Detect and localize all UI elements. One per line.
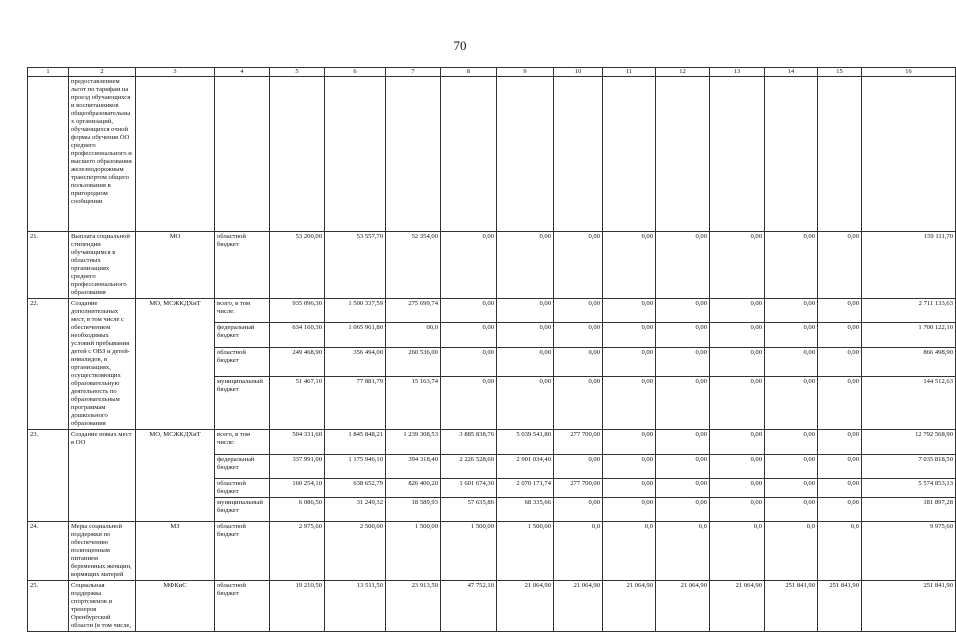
amount-cell: 1 500,00	[497, 522, 554, 581]
executor-cell: МО	[136, 232, 215, 299]
amount-cell: 0,00	[441, 299, 497, 323]
amount-cell: 6 086,50	[270, 498, 325, 522]
executor-cell: МЗ	[136, 522, 215, 581]
amount-cell: 18 589,93	[386, 498, 441, 522]
table-row	[28, 77, 956, 232]
empty-cell	[656, 77, 710, 232]
amount-cell: 275 699,74	[386, 299, 441, 323]
amount-cell: 2 070 171,74	[497, 479, 554, 498]
amount-cell: 0,00	[497, 348, 554, 376]
amount-cell: 0,00	[710, 479, 765, 498]
amount-cell: 0,00	[497, 323, 554, 348]
funding-source-cell: областной бюджет	[215, 522, 270, 581]
amount-cell: 0,00	[656, 348, 710, 376]
amount-cell: 12 792 568,90	[862, 430, 956, 455]
amount-cell: 2 226 528,60	[441, 455, 497, 479]
amount-cell: 1 845 848,21	[325, 430, 386, 455]
amount-cell: 0,00	[710, 232, 765, 299]
amount-cell: 504 331,60	[270, 430, 325, 455]
amount-cell: 1 065 961,80	[325, 323, 386, 348]
amount-cell: 0,00	[818, 430, 862, 455]
funding-source-cell: федеральный бюджет	[215, 455, 270, 479]
amount-cell: 0,00	[818, 498, 862, 522]
funding-source-cell: всего, в том числе:	[215, 430, 270, 455]
column-number-cell: 3	[136, 68, 215, 77]
column-number-cell: 10	[554, 68, 603, 77]
measure-description-cell: Создание новых мест в ОО	[69, 430, 136, 522]
amount-cell: 13 511,50	[325, 581, 386, 632]
amount-cell: 52 354,00	[386, 232, 441, 299]
amount-cell: 0,00	[603, 348, 656, 376]
amount-cell: 53 557,70	[325, 232, 386, 299]
amount-cell: 0,00	[710, 376, 765, 429]
amount-cell: 0,00	[603, 455, 656, 479]
amount-cell: 0,00	[603, 299, 656, 323]
amount-cell: 0,00	[603, 430, 656, 455]
amount-cell: 0,00	[818, 479, 862, 498]
table-row	[28, 581, 956, 632]
amount-cell: 249 468,90	[270, 348, 325, 376]
amount-cell: 0,00	[603, 479, 656, 498]
amount-cell: 9 975,60	[862, 522, 956, 581]
empty-cell	[215, 77, 270, 232]
amount-cell: 935 096,30	[270, 299, 325, 323]
amount-cell: 0,00	[765, 479, 818, 498]
amount-cell: 394 318,40	[386, 455, 441, 479]
column-number-cell: 14	[765, 68, 818, 77]
column-number-cell: 16	[862, 68, 956, 77]
table-row	[28, 232, 956, 299]
amount-cell: 0,00	[441, 323, 497, 348]
amount-cell: 0,00	[441, 376, 497, 429]
amount-cell: 0,00	[554, 299, 603, 323]
amount-cell: 160 254,10	[270, 479, 325, 498]
amount-cell: 68 335,66	[497, 498, 554, 522]
amount-cell: 0,00	[765, 323, 818, 348]
amount-cell: 1 239 308,53	[386, 430, 441, 455]
empty-cell	[270, 77, 325, 232]
amount-cell: 866 498,90	[862, 348, 956, 376]
amount-cell: 0,00	[656, 232, 710, 299]
amount-cell: 0,00	[554, 376, 603, 429]
amount-cell: 0,0	[603, 522, 656, 581]
amount-cell: 3 885 838,76	[441, 430, 497, 455]
amount-cell: 5 039 541,80	[497, 430, 554, 455]
funding-source-cell: федеральный бюджет	[215, 323, 270, 348]
amount-cell: 277 700,00	[554, 479, 603, 498]
amount-cell: 0,00	[554, 348, 603, 376]
amount-cell: 826 400,20	[386, 479, 441, 498]
empty-cell	[325, 77, 386, 232]
amount-cell: 51 467,10	[270, 376, 325, 429]
amount-cell: 23 913,50	[386, 581, 441, 632]
amount-cell: 0,00	[656, 498, 710, 522]
amount-cell: 2 711 133,63	[862, 299, 956, 323]
funding-source-cell: муниципальный бюджет	[215, 498, 270, 522]
empty-cell	[818, 77, 862, 232]
amount-cell: 0,0	[765, 522, 818, 581]
amount-cell: 0,00	[656, 430, 710, 455]
amount-cell: 00,0	[386, 323, 441, 348]
amount-cell: 277 700,00	[554, 430, 603, 455]
table-row	[28, 299, 956, 323]
amount-cell: 21 064,90	[656, 581, 710, 632]
amount-cell: 0,0	[710, 522, 765, 581]
amount-cell: 0,00	[818, 323, 862, 348]
table-row	[28, 430, 956, 455]
amount-cell: 0,00	[765, 455, 818, 479]
amount-cell: 0,0	[554, 522, 603, 581]
amount-cell: 21 064,90	[497, 581, 554, 632]
budget-table	[27, 67, 956, 632]
executor-cell: МО, МСЖКДХиТ	[136, 299, 215, 430]
amount-cell: 0,00	[656, 479, 710, 498]
amount-cell: 0,00	[818, 232, 862, 299]
column-number-cell: 4	[215, 68, 270, 77]
column-number-cell: 8	[441, 68, 497, 77]
amount-cell: 1 500,00	[386, 522, 441, 581]
amount-cell: 638 652,79	[325, 479, 386, 498]
empty-cell	[136, 77, 215, 232]
amount-cell: 634 160,30	[270, 323, 325, 348]
funding-source-cell: областной бюджет	[215, 348, 270, 376]
amount-cell: 0,00	[710, 323, 765, 348]
amount-cell: 0,00	[710, 348, 765, 376]
empty-cell	[497, 77, 554, 232]
column-number-cell: 11	[603, 68, 656, 77]
column-number-cell: 13	[710, 68, 765, 77]
measure-description-cell: предоставлением льгот по тарифам на проезд обучающихся и воспитанников общеобразовательных организаций, обучающихся очной формы обучения ОО среднего профессионального и высшего образования железнодорожным транспортом общего пользования в пригородном сообщении	[69, 77, 136, 232]
amount-cell: 0,00	[603, 232, 656, 299]
amount-cell: 21 064,90	[603, 581, 656, 632]
amount-cell: 0,00	[441, 232, 497, 299]
amount-cell: 0,00	[554, 323, 603, 348]
row-number-cell: 24.	[28, 522, 69, 581]
amount-cell: 337 991,00	[270, 455, 325, 479]
amount-cell: 0,00	[710, 455, 765, 479]
column-number-cell: 1	[28, 68, 69, 77]
amount-cell: 0,00	[818, 455, 862, 479]
amount-cell: 0,00	[656, 323, 710, 348]
amount-cell: 144 512,63	[862, 376, 956, 429]
amount-cell: 0,00	[656, 455, 710, 479]
amount-cell: 0,00	[818, 376, 862, 429]
amount-cell: 0,00	[554, 232, 603, 299]
column-number-cell: 7	[386, 68, 441, 77]
empty-cell	[765, 77, 818, 232]
page-number: 70	[453, 38, 467, 53]
column-number-row	[28, 68, 956, 77]
amount-cell: 2 500,00	[325, 522, 386, 581]
amount-cell: 47 752,10	[441, 581, 497, 632]
empty-cell	[441, 77, 497, 232]
funding-source-cell: областной бюджет	[215, 232, 270, 299]
amount-cell: 159 111,70	[862, 232, 956, 299]
amount-cell: 0,00	[656, 299, 710, 323]
measure-description-cell: Социальная поддержка спортсменов и тренеров Оренбургской области (в том числе,	[69, 581, 136, 632]
amount-cell: 0,00	[656, 376, 710, 429]
amount-cell: 21 064,90	[554, 581, 603, 632]
amount-cell: 57 635,86	[441, 498, 497, 522]
executor-cell: МО, МСЖКДХиТ	[136, 430, 215, 522]
funding-source-cell: областной бюджет	[215, 581, 270, 632]
empty-cell	[386, 77, 441, 232]
empty-cell	[710, 77, 765, 232]
amount-cell: 0,00	[818, 348, 862, 376]
amount-cell: 0,00	[554, 455, 603, 479]
amount-cell: 0,00	[441, 348, 497, 376]
amount-cell: 53 200,00	[270, 232, 325, 299]
amount-cell: 21 064,90	[710, 581, 765, 632]
row-number-cell: 21.	[28, 232, 69, 299]
amount-cell: 0,00	[765, 299, 818, 323]
column-number-cell: 6	[325, 68, 386, 77]
amount-cell: 2 901 034,40	[497, 455, 554, 479]
row-number-cell: 22.	[28, 299, 69, 430]
empty-cell	[554, 77, 603, 232]
executor-cell: МФКиС	[136, 581, 215, 632]
amount-cell: 0,0	[818, 522, 862, 581]
amount-cell: 1 175 946,10	[325, 455, 386, 479]
column-number-cell: 5	[270, 68, 325, 77]
amount-cell: 0,00	[765, 232, 818, 299]
column-number-cell: 15	[818, 68, 862, 77]
measure-description-cell: Выплата социальной стипендии обучающимся в областных организациях среднего профессионального образования	[69, 232, 136, 299]
amount-cell: 0,00	[818, 299, 862, 323]
amount-cell: 1 700 122,10	[862, 323, 956, 348]
column-number-cell: 9	[497, 68, 554, 77]
amount-cell: 0,00	[710, 430, 765, 455]
amount-cell: 0,00	[554, 498, 603, 522]
amount-cell: 5 574 853,13	[862, 479, 956, 498]
amount-cell: 0,00	[710, 299, 765, 323]
amount-cell: 0,0	[656, 522, 710, 581]
table-row	[28, 522, 956, 581]
amount-cell: 0,00	[765, 430, 818, 455]
amount-cell: 0,00	[497, 299, 554, 323]
amount-cell: 251 841,90	[862, 581, 956, 632]
amount-cell: 7 035 818,50	[862, 455, 956, 479]
amount-cell: 15 163,74	[386, 376, 441, 429]
measure-description-cell: Создание дополнительных мест, в том числе с обеспечением необходимых условий пребывания детей с ОВЗ и детей-инвалидов, в организациях, осуществляющих образовательную деятельность по образовательным программам дошкольного образования	[69, 299, 136, 430]
amount-cell: 1 500 337,59	[325, 299, 386, 323]
row-number-cell	[28, 77, 69, 232]
column-number-cell: 2	[69, 68, 136, 77]
funding-source-cell: всего, в том числе:	[215, 299, 270, 323]
empty-cell	[862, 77, 956, 232]
amount-cell: 251 841,90	[818, 581, 862, 632]
amount-cell: 31 249,32	[325, 498, 386, 522]
amount-cell: 19 210,50	[270, 581, 325, 632]
amount-cell: 260 536,00	[386, 348, 441, 376]
row-number-cell: 23.	[28, 430, 69, 522]
amount-cell: 0,00	[710, 498, 765, 522]
amount-cell: 181 897,28	[862, 498, 956, 522]
empty-cell	[603, 77, 656, 232]
measure-description-cell: Меры социальной поддержки по обеспечению полноценным питанием беременных женщин, кормящих матерей	[69, 522, 136, 581]
row-number-cell: 25.	[28, 581, 69, 632]
amount-cell: 2 975,60	[270, 522, 325, 581]
amount-cell: 0,00	[497, 376, 554, 429]
amount-cell: 1 601 674,30	[441, 479, 497, 498]
amount-cell: 0,00	[497, 232, 554, 299]
amount-cell: 0,00	[765, 376, 818, 429]
amount-cell: 251 841,90	[765, 581, 818, 632]
amount-cell: 0,00	[765, 348, 818, 376]
amount-cell: 0,00	[603, 498, 656, 522]
amount-cell: 1 500,00	[441, 522, 497, 581]
amount-cell: 77 881,79	[325, 376, 386, 429]
amount-cell: 0,00	[603, 376, 656, 429]
amount-cell: 0,00	[765, 498, 818, 522]
amount-cell: 0,00	[603, 323, 656, 348]
funding-source-cell: областной бюджет	[215, 479, 270, 498]
amount-cell: 356 494,00	[325, 348, 386, 376]
funding-source-cell: муниципальный бюджет	[215, 376, 270, 429]
column-number-cell: 12	[656, 68, 710, 77]
